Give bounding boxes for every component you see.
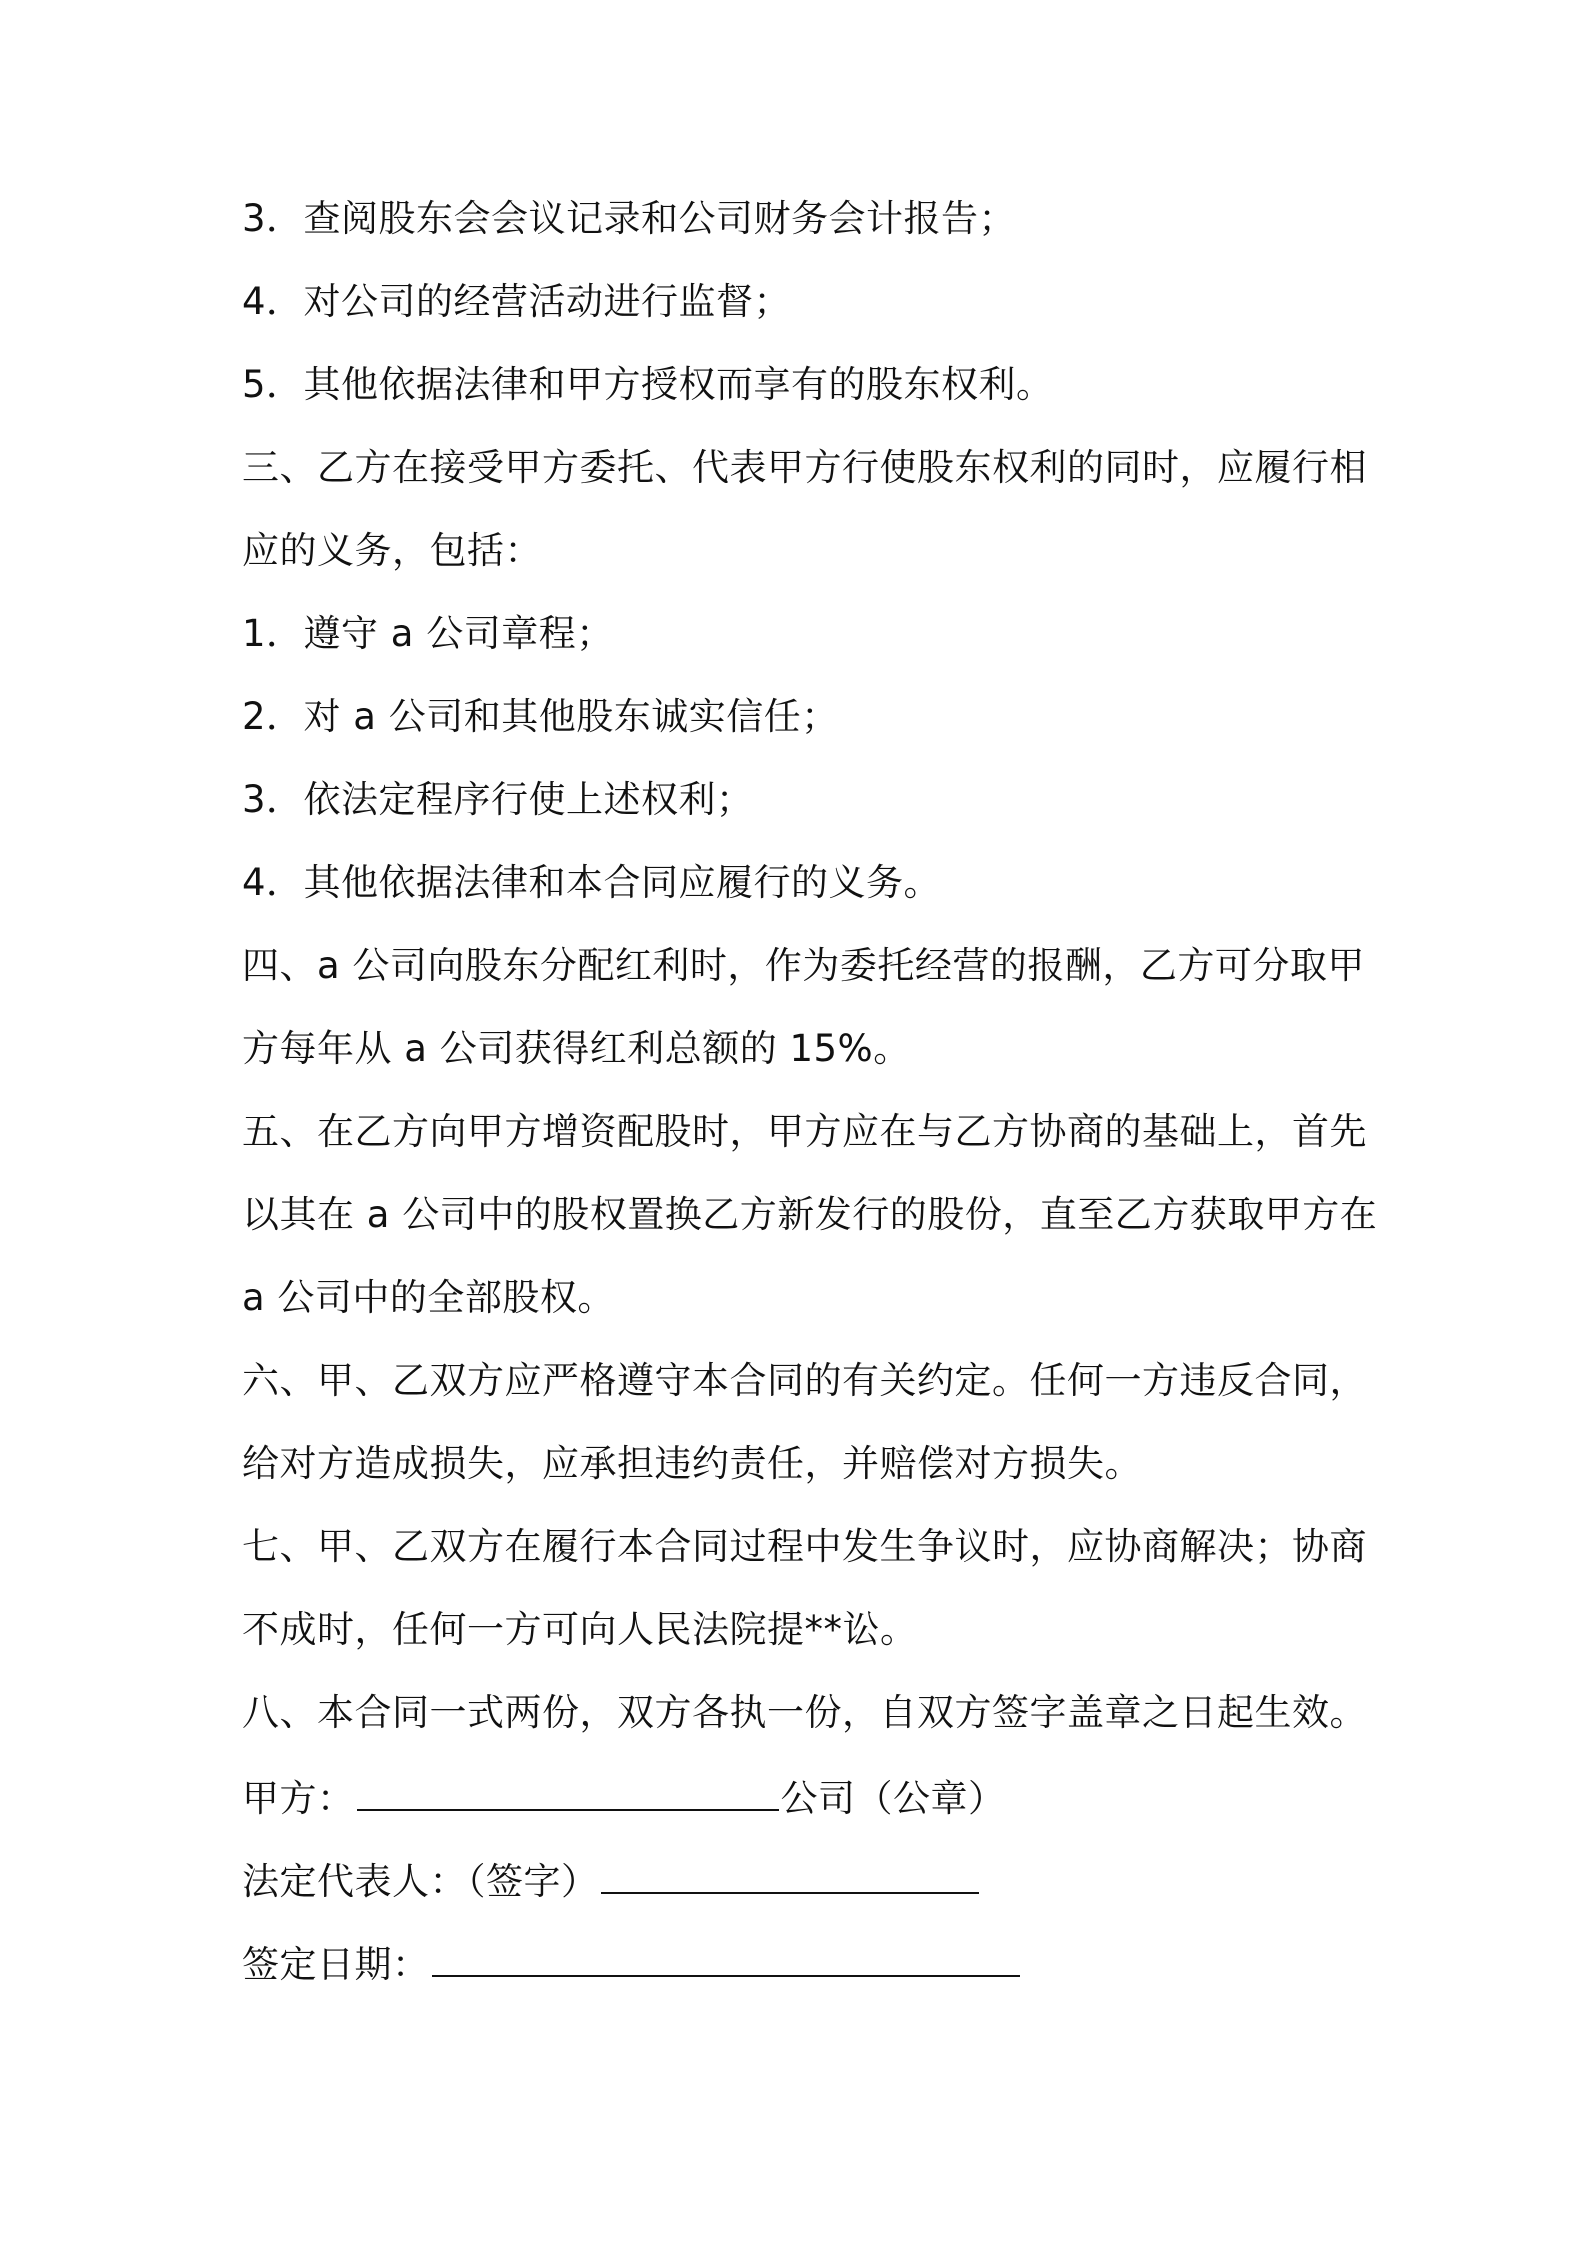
article-3-line-2: 应的义务，包括： xyxy=(242,529,542,572)
party-a-blank[interactable] xyxy=(357,1775,779,1811)
article-3-line-1: 三、乙方在接受甲方委托、代表甲方行使股东权利的同时，应履行相 xyxy=(242,446,1367,489)
article-8: 八、本合同一式两份，双方各执一份，自双方签字盖章之日起生效。 xyxy=(242,1691,1367,1734)
signing-date-row xyxy=(242,1941,1362,1986)
article-6-line-1: 六、甲、乙双方应严格遵守本合同的有关约定。任何一方违反合同， xyxy=(242,1359,1367,1402)
obligation-2: 2．对 a 公司和其他股东诚实信任； xyxy=(242,695,839,738)
article-4-line-2: 方每年从 a 公司获得红利总额的 15%。 xyxy=(242,1027,911,1070)
obligation-4: 4．其他依据法律和本合同应履行的义务。 xyxy=(242,861,942,904)
obligation-3: 3．依法定程序行使上述权利； xyxy=(242,778,754,821)
article-6-line-2: 给对方造成损失，应承担违约责任，并赔偿对方损失。 xyxy=(242,1442,1142,1485)
article-5-line-3: a 公司中的全部股权。 xyxy=(242,1276,615,1319)
legal-representative-label: 法定代表人：（签字） xyxy=(242,1860,599,1903)
article-7-line-2: 不成时，任何一方可向人民法院提**讼。 xyxy=(242,1608,918,1651)
signing-date-blank[interactable] xyxy=(432,1941,1020,1977)
legal-representative-row xyxy=(242,1858,1362,1903)
party-a-label: 甲方： xyxy=(242,1777,355,1820)
shareholder-right-3: 3．查阅股东会会议记录和公司财务会计报告； xyxy=(242,197,1017,240)
legal-representative-blank[interactable] xyxy=(601,1858,979,1894)
contract-body xyxy=(242,197,1378,2024)
article-5-line-1: 五、在乙方向甲方增资配股时，甲方应在与乙方协商的基础上，首先 xyxy=(242,1110,1367,1153)
article-4-line-1: 四、a 公司向股东分配红利时，作为委托经营的报酬，乙方可分取甲 xyxy=(242,944,1365,987)
shareholder-right-5: 5．其他依据法律和甲方授权而享有的股东权利。 xyxy=(242,363,1054,406)
article-5-line-2: 以其在 a 公司中的股权置换乙方新发行的股份，直至乙方获取甲方在 xyxy=(242,1193,1378,1236)
article-7-line-1: 七、甲、乙双方在履行本合同过程中发生争议时，应协商解决；协商 xyxy=(242,1525,1367,1568)
party-a-suffix: 公司（公章） xyxy=(780,1777,1006,1820)
shareholder-right-4: 4．对公司的经营活动进行监督； xyxy=(242,280,792,323)
obligation-1: 1．遵守 a 公司章程； xyxy=(242,612,614,655)
party-a-signature-row xyxy=(242,1775,1362,1820)
signing-date-label: 签定日期： xyxy=(242,1943,430,1986)
